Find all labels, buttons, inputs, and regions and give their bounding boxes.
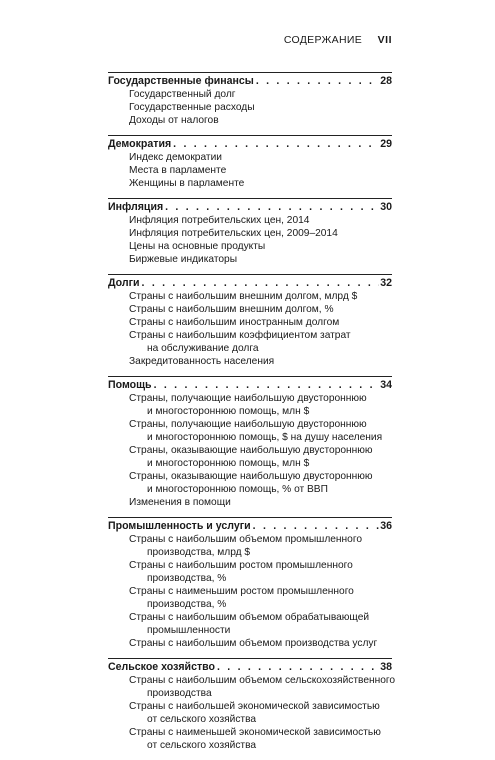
- section-page-number: 34: [380, 379, 392, 391]
- toc-entry-continuation: и многостороннюю помощь, млн $: [147, 458, 310, 469]
- toc-entry[interactable]: [108, 418, 392, 444]
- table-of-contents: [108, 72, 396, 760]
- toc-entry-text: Индекс демократии: [129, 152, 222, 163]
- page-number: VII: [377, 34, 392, 46]
- toc-entry[interactable]: [108, 303, 392, 316]
- toc-entry-text: Цены на основные продукты: [129, 241, 266, 252]
- toc-entry-text: Государственный долг: [129, 89, 236, 100]
- toc-entry-text: Страны с наибольшим объемом производства услуг: [129, 638, 378, 649]
- section-title: Государственные финансы: [108, 75, 254, 87]
- toc-entry-text: Закредитованность населения: [129, 356, 275, 367]
- section-page-number: 28: [380, 75, 392, 87]
- toc-entry-text: Инфляция потребительских цен, 2009–2014: [129, 228, 338, 239]
- toc-entry-text: Страны, оказывающие наибольшую двустороннюю: [129, 471, 373, 482]
- toc-entry-text: Биржевые индикаторы: [129, 254, 238, 265]
- section-title: Помощь: [108, 379, 152, 391]
- toc-entry[interactable]: [108, 164, 392, 177]
- section-page-number: 38: [380, 661, 392, 673]
- toc-entry[interactable]: [108, 559, 392, 585]
- toc-entry[interactable]: [108, 496, 392, 509]
- toc-entry-text: Государственные расходы: [129, 102, 255, 113]
- toc-section-heading[interactable]: [108, 379, 392, 392]
- toc-section-heading[interactable]: [108, 75, 392, 88]
- toc-entry[interactable]: [108, 316, 392, 329]
- toc-entry-text: Страны с наибольшим иностранным долгом: [129, 317, 340, 328]
- toc-entry-continuation: производства, млрд $: [147, 547, 251, 558]
- toc-entry-text: Места в парламенте: [129, 165, 227, 176]
- toc-section-heading[interactable]: [108, 520, 392, 533]
- toc-entry[interactable]: [108, 101, 392, 114]
- toc-entry[interactable]: [108, 214, 392, 227]
- toc-section-heading[interactable]: [108, 277, 392, 290]
- toc-section: [108, 72, 392, 127]
- toc-entry-continuation: производства, %: [147, 599, 227, 610]
- dot-leader: [154, 379, 380, 392]
- toc-entry[interactable]: [108, 392, 392, 418]
- toc-section-heading[interactable]: [108, 138, 392, 151]
- toc-entry-text: Страны с наименьшим ростом промышленного: [129, 586, 354, 597]
- toc-entry[interactable]: [108, 88, 392, 101]
- toc-entry[interactable]: [108, 674, 396, 700]
- toc-entry-text: Страны с наибольшим внешним долгом, млрд $: [129, 291, 358, 302]
- section-title: Сельское хозяйство: [108, 661, 215, 673]
- section-page-number: 29: [380, 138, 392, 150]
- running-title: СОДЕРЖАНИЕ: [283, 34, 362, 46]
- toc-entry[interactable]: [108, 533, 392, 559]
- dot-leader: [253, 520, 380, 533]
- toc-entry-continuation: производства: [147, 688, 212, 699]
- toc-entry[interactable]: [108, 177, 392, 190]
- toc-entry-text: Страны, получающие наибольшую двустороннюю: [129, 393, 367, 404]
- dot-leader: [165, 201, 379, 214]
- toc-section: [108, 376, 392, 509]
- toc-entry-continuation: промышленности: [147, 625, 231, 636]
- toc-entry[interactable]: [108, 470, 392, 496]
- toc-entry-text: Страны, оказывающие наибольшую двустороннюю: [129, 445, 373, 456]
- toc-entry-continuation: производства, %: [147, 573, 227, 584]
- toc-entry[interactable]: [108, 227, 392, 240]
- toc-entry-text: Доходы от налогов: [129, 115, 219, 126]
- toc-entry[interactable]: [108, 355, 392, 368]
- toc-entry[interactable]: [108, 637, 392, 650]
- toc-entry-text: Инфляция потребительских цен, 2014: [129, 215, 310, 226]
- toc-entry-text: Страны с наибольшим объемом промышленного: [129, 534, 362, 545]
- toc-entry[interactable]: [108, 240, 392, 253]
- toc-entry[interactable]: [108, 726, 392, 752]
- dot-leader: [256, 75, 379, 88]
- toc-entry-text: Страны с наибольшим объемом сельскохозяйственного: [129, 675, 396, 686]
- dot-leader: [142, 277, 380, 290]
- toc-entry-text: Страны с наибольшим объемом обрабатывающей: [129, 612, 370, 623]
- toc-entry-text: Страны с наибольшей экономической зависимостью: [129, 701, 380, 712]
- section-page-number: 32: [380, 277, 392, 289]
- toc-section-heading[interactable]: [108, 661, 392, 674]
- toc-entry[interactable]: [108, 253, 392, 266]
- toc-section: [108, 274, 392, 368]
- toc-section: [108, 517, 392, 650]
- section-page-number: 36: [380, 520, 392, 532]
- toc-entry-text: Страны, получающие наибольшую двустороннюю: [129, 419, 367, 430]
- toc-entry-continuation: и многостороннюю помощь, % от ВВП: [147, 484, 328, 495]
- toc-entry-text: Изменения в помощи: [129, 497, 231, 508]
- toc-entry-text: Страны с наименьшей экономической зависимостью: [129, 727, 381, 738]
- section-title: Долги: [108, 277, 140, 289]
- toc-entry-continuation: от сельского хозяйства: [147, 714, 257, 725]
- dot-leader: [173, 138, 379, 151]
- dot-leader: [217, 661, 379, 674]
- toc-entry[interactable]: [108, 329, 392, 355]
- section-page-number: 30: [380, 201, 392, 213]
- section-title: Демократия: [108, 138, 172, 150]
- toc-section-heading[interactable]: [108, 201, 392, 214]
- toc-entry-continuation: и многостороннюю помощь, млн $: [147, 406, 310, 417]
- toc-entry[interactable]: [108, 151, 392, 164]
- toc-entry-text: Женщины в парламенте: [129, 178, 245, 189]
- toc-entry[interactable]: [108, 114, 392, 127]
- toc-entry[interactable]: [108, 444, 392, 470]
- toc-entry[interactable]: [108, 611, 392, 637]
- section-title: Инфляция: [108, 201, 164, 213]
- section-title: Промышленность и услуги: [108, 520, 251, 532]
- toc-section: [108, 198, 392, 266]
- toc-entry-continuation: от сельского хозяйства: [147, 740, 257, 751]
- toc-entry[interactable]: [108, 585, 392, 611]
- toc-entry-continuation: и многостороннюю помощь, $ на душу населения: [147, 432, 383, 443]
- toc-entry[interactable]: [108, 700, 392, 726]
- running-header: [108, 34, 392, 50]
- toc-entry-text: Страны с наибольшим коэффициентом затрат: [129, 330, 351, 341]
- toc-section: [108, 135, 392, 190]
- toc-entry[interactable]: [108, 290, 392, 303]
- toc-entry-text: Страны с наибольшим ростом промышленного: [129, 560, 353, 571]
- toc-entry-text: Страны с наибольшим внешним долгом, %: [129, 304, 334, 315]
- toc-entry-continuation: на обслуживание долга: [147, 343, 259, 354]
- toc-section: [108, 658, 396, 752]
